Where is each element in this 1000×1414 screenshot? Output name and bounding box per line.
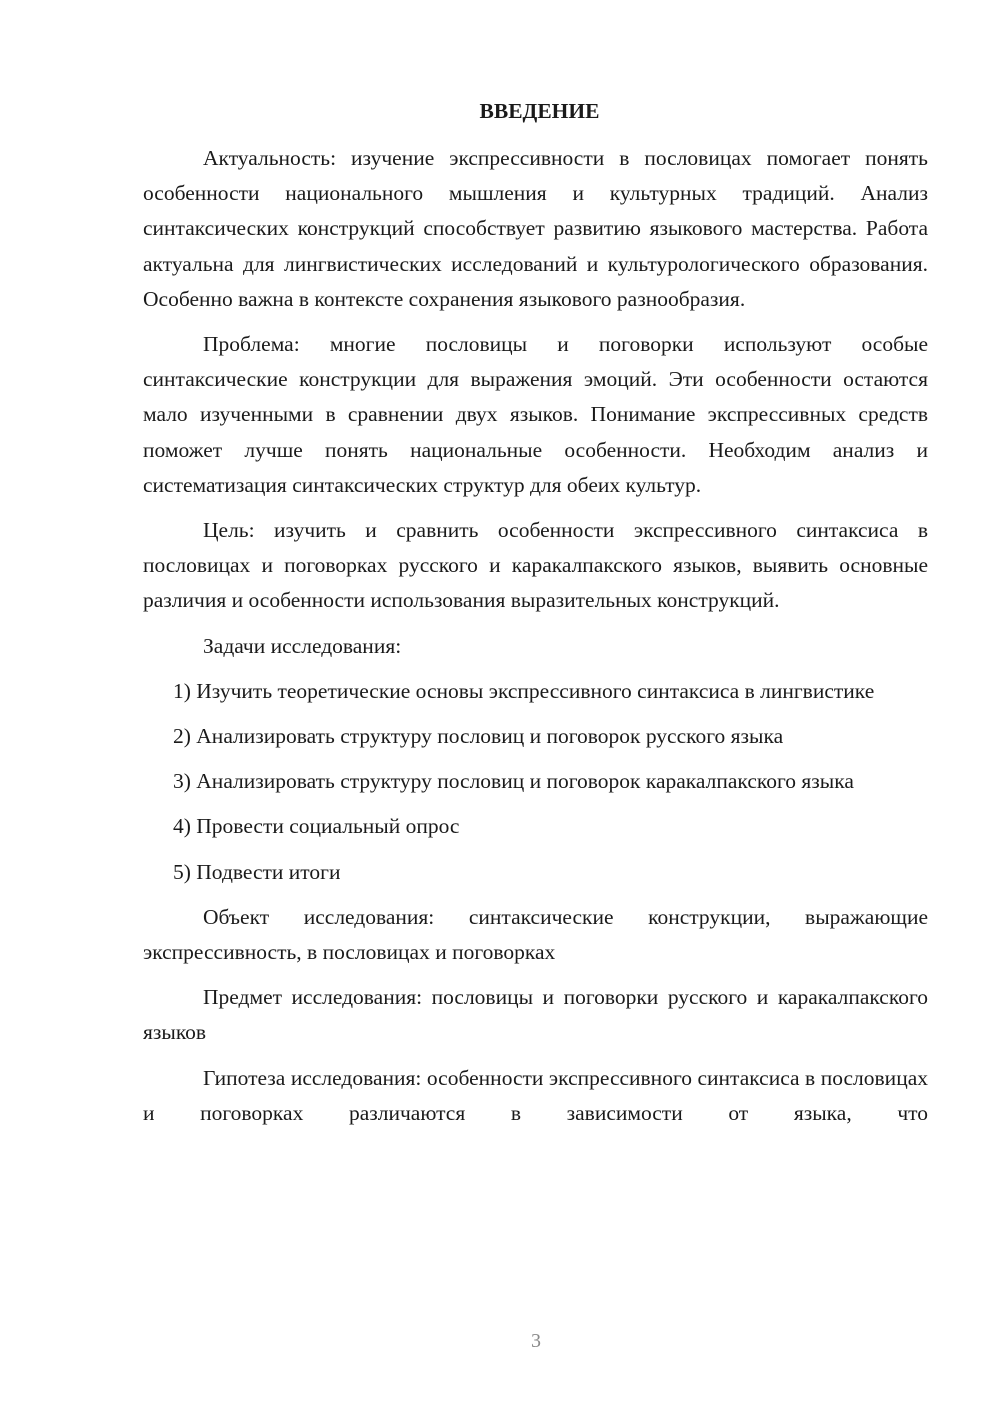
task-item-4: 4) Провести социальный опрос bbox=[173, 814, 460, 839]
task-item-2: 2) Анализировать структуру пословиц и поговорок русского языка bbox=[173, 724, 784, 749]
page-number: 3 bbox=[531, 1330, 541, 1352]
page-content bbox=[143, 94, 928, 1131]
tasks-title: Задачи исследования: bbox=[203, 633, 402, 658]
paragraph-goal: Цель: изучить и сравнить особенности экспрессивного синтаксиса в пословицах и поговорках русского и каракалпакского языков, выявить основные различия и особенности использования выразительных конструкций. bbox=[143, 518, 928, 613]
section-heading: ВВЕДЕНИЕ bbox=[479, 99, 600, 123]
paragraph-relevance: Актуальность: изучение экспрессивности в пословицах помогает понять особенности национального мышления и культурных традиций. Анализ синтаксических конструкций способствует развитию языкового мастерства. Работа актуальна для лингвистических исследований и культурологического образования. Особенно важна в контексте сохранения языкового разнообразия. bbox=[143, 146, 928, 311]
paragraph-hypothesis: Гипотеза исследования: особенности экспрессивного синтаксиса в пословицах и поговорках различаются в зависимости от языка, что bbox=[143, 1065, 928, 1125]
task-item-1: 1) Изучить теоретические основы экспрессивного синтаксиса в лингвистике bbox=[173, 678, 875, 703]
task-item-3: 3) Анализировать структуру пословиц и поговорок каракалпакского языка bbox=[173, 769, 854, 794]
paragraph-object: Объект исследования: синтаксические конструкции, выражающие экспрессивность, в пословицах и поговорках bbox=[143, 904, 928, 965]
paragraph-subject: Предмет исследования: пословицы и поговорки русского и каракалпакского языков bbox=[143, 985, 928, 1045]
paragraph-problem: Проблема: многие пословицы и поговорки используют особые синтаксические конструкции для выражения эмоций. Эти особенности остаются мало изученными в сравнении двух языков. Понимание экспрессивных средств поможет лучше понять национальные особенности. Необходим анализ и систематизация синтаксических структур для обеих культур. bbox=[143, 332, 928, 497]
task-item-5: 5) Подвести итоги bbox=[173, 859, 341, 884]
